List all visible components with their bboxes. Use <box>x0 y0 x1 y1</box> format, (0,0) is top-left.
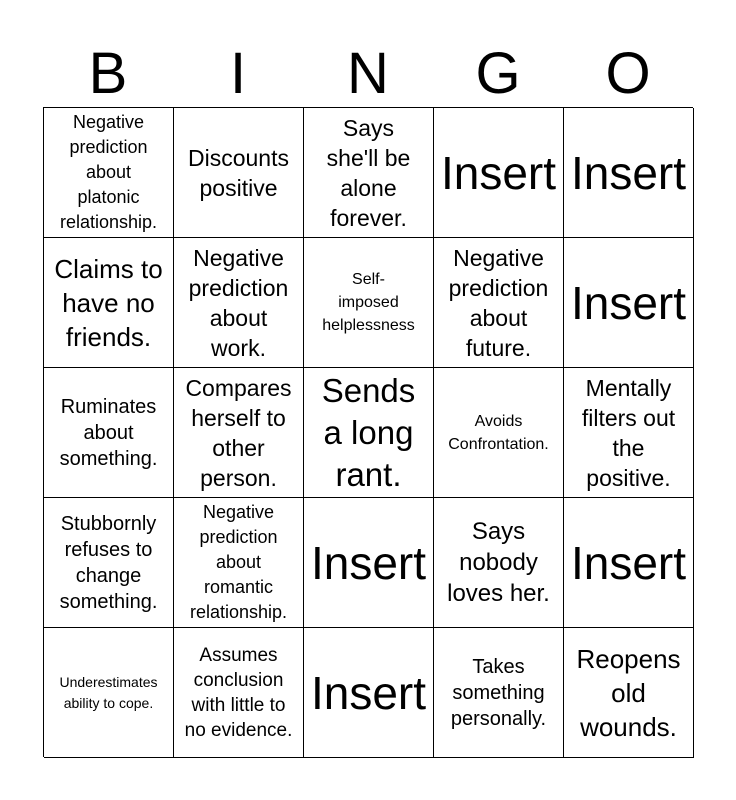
cell-text: Assumes conclusion with little to no evidence. <box>184 644 293 741</box>
bingo-cell-r1-c3[interactable] <box>304 108 434 238</box>
cell-text: Avoids Confrontation. <box>448 412 549 453</box>
cell-text: Ruminates about something. <box>59 395 158 470</box>
bingo-header <box>43 40 693 108</box>
bingo-cell-r1-c4[interactable] <box>434 108 564 238</box>
bingo-cell-r2-c1[interactable] <box>44 238 174 368</box>
cell-text: Says she'll be alone forever. <box>326 114 411 231</box>
cell-text: Underestimates ability to cope. <box>59 673 158 711</box>
cell-text: Negative prediction about platonic relationship. <box>59 112 158 232</box>
cell-text: Sends a long rant. <box>321 371 416 493</box>
cell-text: Self- imposed helplessness <box>322 271 415 334</box>
cell-text: Insert <box>570 146 687 199</box>
bingo-cell-r2-c4[interactable] <box>434 238 564 368</box>
bingo-cell-r5-c3[interactable] <box>304 628 434 758</box>
cell-text: Insert <box>570 276 687 329</box>
cell-text: Reopens old wounds. <box>576 643 681 742</box>
bingo-cell-r4-c5[interactable] <box>564 498 694 628</box>
bingo-cell-r5-c4[interactable] <box>434 628 564 758</box>
cell-text: Mentally filters out the positive. <box>581 374 676 491</box>
bingo-cell-r4-c2[interactable] <box>174 498 304 628</box>
cell-text: Discounts positive <box>188 144 289 201</box>
bingo-board <box>43 107 693 757</box>
cell-text: Stubbornly refuses to change something. <box>59 512 158 613</box>
bingo-cell-r5-c2[interactable] <box>174 628 304 758</box>
header-letter-i: I <box>229 41 247 106</box>
cell-text: Negative prediction about future. <box>448 244 549 361</box>
bingo-cell-r2-c3[interactable] <box>304 238 434 368</box>
cell-text: Says nobody loves her. <box>447 518 550 607</box>
bingo-cell-r3-c3[interactable] <box>304 368 434 498</box>
header-letter-n: N <box>347 41 389 106</box>
bingo-cell-r4-c1[interactable] <box>44 498 174 628</box>
bingo-cell-r3-c5[interactable] <box>564 368 694 498</box>
cell-text: Compares herself to other person. <box>185 374 292 491</box>
bingo-cell-r3-c2[interactable] <box>174 368 304 498</box>
header-letter-g: G <box>475 41 521 106</box>
cell-text: Claims to have no friends. <box>54 253 163 352</box>
cell-text: Negative prediction about romantic relationship. <box>189 502 288 622</box>
cell-text: Negative prediction about work. <box>188 244 289 361</box>
header-letter-b: B <box>88 41 128 106</box>
bingo-cell-r4-c3[interactable] <box>304 498 434 628</box>
bingo-cell-r1-c1[interactable] <box>44 108 174 238</box>
bingo-cell-r5-c1[interactable] <box>44 628 174 758</box>
bingo-cell-r1-c2[interactable] <box>174 108 304 238</box>
cell-text: Insert <box>570 536 687 589</box>
bingo-cell-r3-c1[interactable] <box>44 368 174 498</box>
bingo-cell-r2-c5[interactable] <box>564 238 694 368</box>
bingo-cell-r3-c4[interactable] <box>434 368 564 498</box>
header-letter-o: O <box>605 41 651 106</box>
cell-text: Insert <box>310 666 427 719</box>
bingo-cell-r2-c2[interactable] <box>174 238 304 368</box>
bingo-cell-r1-c5[interactable] <box>564 108 694 238</box>
cell-text: Insert <box>440 146 557 199</box>
bingo-cell-r4-c4[interactable] <box>434 498 564 628</box>
cell-text: Insert <box>310 536 427 589</box>
bingo-cell-r5-c5[interactable] <box>564 628 694 758</box>
cell-text: Takes something personally. <box>450 655 547 730</box>
